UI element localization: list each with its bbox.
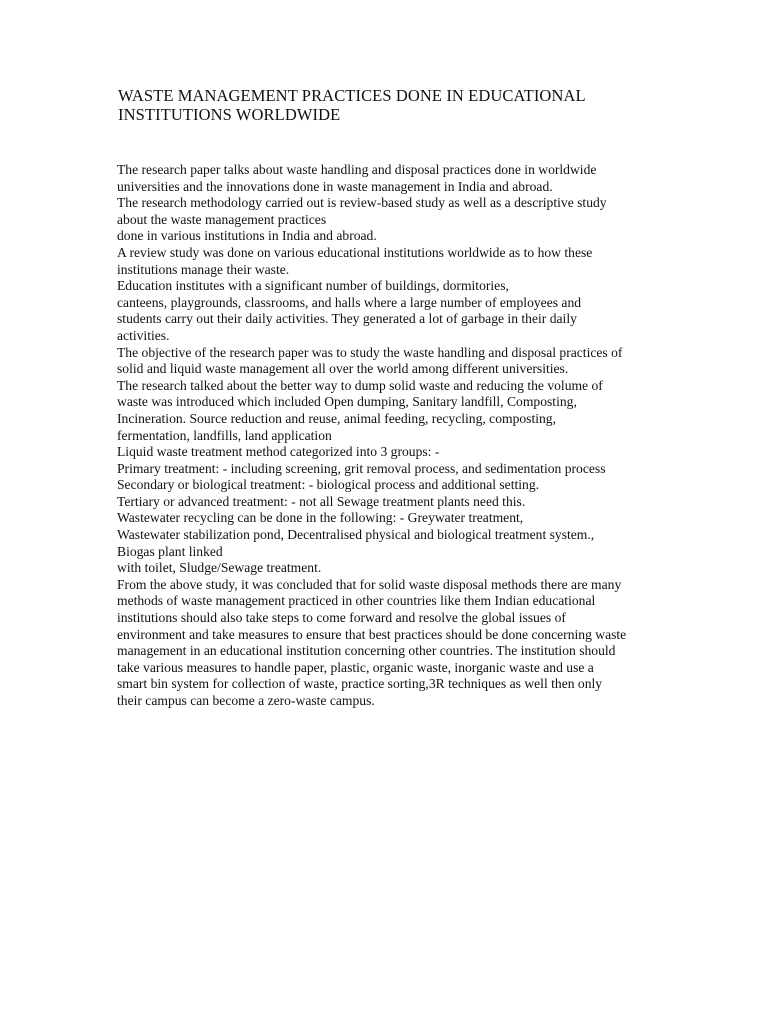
body-line: The research talked about the better way to dump solid waste and reducing the volume of — [117, 377, 603, 393]
body-line: their campus can become a zero-waste campus. — [117, 693, 375, 708]
body-line: waste was introduced which included Open dumping, Sanitary landfill, Composting, — [117, 394, 577, 410]
document-title-line: WASTE MANAGEMENT PRACTICES DONE IN EDUCATIONAL — [118, 86, 586, 105]
body-line: The objective of the research paper was to study the waste handling and disposal practices of — [117, 344, 623, 360]
body-line: students carry out their daily activities. They generated a lot of garbage in their daily — [117, 311, 577, 327]
body-line: done in various institutions in India and abroad. — [117, 228, 377, 244]
body-line: From the above study, it was concluded that for solid waste disposal methods there are many — [117, 576, 622, 592]
document-title — [118, 86, 678, 124]
body-line: methods of waste management practiced in other countries like them Indian educational — [117, 593, 596, 609]
body-line: Incineration. Source reduction and reuse, animal feeding, recycling, composting, — [117, 410, 557, 426]
body-line: institutions manage their waste. — [117, 261, 290, 277]
body-line: Biogas plant linked — [117, 543, 223, 559]
body-line: about the waste management practices — [117, 211, 327, 227]
body-line: Tertiary or advanced treatment: - not all Sewage treatment plants need this. — [117, 493, 526, 509]
body-line: Wastewater recycling can be done in the following: - Greywater treatment, — [117, 510, 524, 526]
body-line: take various measures to handle paper, plastic, organic waste, inorganic waste and use a — [117, 659, 594, 675]
body-line: solid and liquid waste management all over the world among different universities. — [117, 361, 569, 377]
body-line: management in an educational institution concerning other countries. The institution should — [117, 643, 616, 659]
body-line: canteens, playgrounds, classrooms, and halls where a large number of employees and — [117, 294, 582, 310]
document-body — [117, 162, 657, 710]
body-line: universities and the innovations done in waste management in India and abroad. — [117, 178, 553, 194]
body-line: The research paper talks about waste handling and disposal practices done in worldwide — [117, 162, 597, 177]
body-line: environment and take measures to ensure that best practices should be done concerning waste — [117, 626, 627, 642]
body-line: activities. — [117, 327, 170, 343]
body-line: Primary treatment: - including screening, grit removal process, and sedimentation process — [117, 460, 606, 476]
body-line: Wastewater stabilization pond, Decentralised physical and biological treatment system., — [117, 527, 595, 543]
document-title-line: INSTITUTIONS WORLDWIDE — [118, 105, 341, 124]
body-line: The research methodology carried out is review-based study as well as a descriptive study — [117, 195, 607, 211]
body-line: Education institutes with a significant number of buildings, dormitories, — [117, 278, 509, 294]
body-line: A review study was done on various educational institutions worldwide as to how these — [117, 244, 593, 260]
body-line: with toilet, Sludge/Sewage treatment. — [117, 560, 322, 576]
body-line: smart bin system for collection of waste, practice sorting,3R techniques as well then only — [117, 676, 603, 692]
body-line: fermentation, landfills, land application — [117, 427, 332, 443]
body-line: Secondary or biological treatment: - biological process and additional setting. — [117, 477, 540, 493]
body-line: Liquid waste treatment method categorized into 3 groups: - — [117, 444, 440, 460]
body-line: institutions should also take steps to come forward and resolve the global issues of — [117, 610, 566, 626]
